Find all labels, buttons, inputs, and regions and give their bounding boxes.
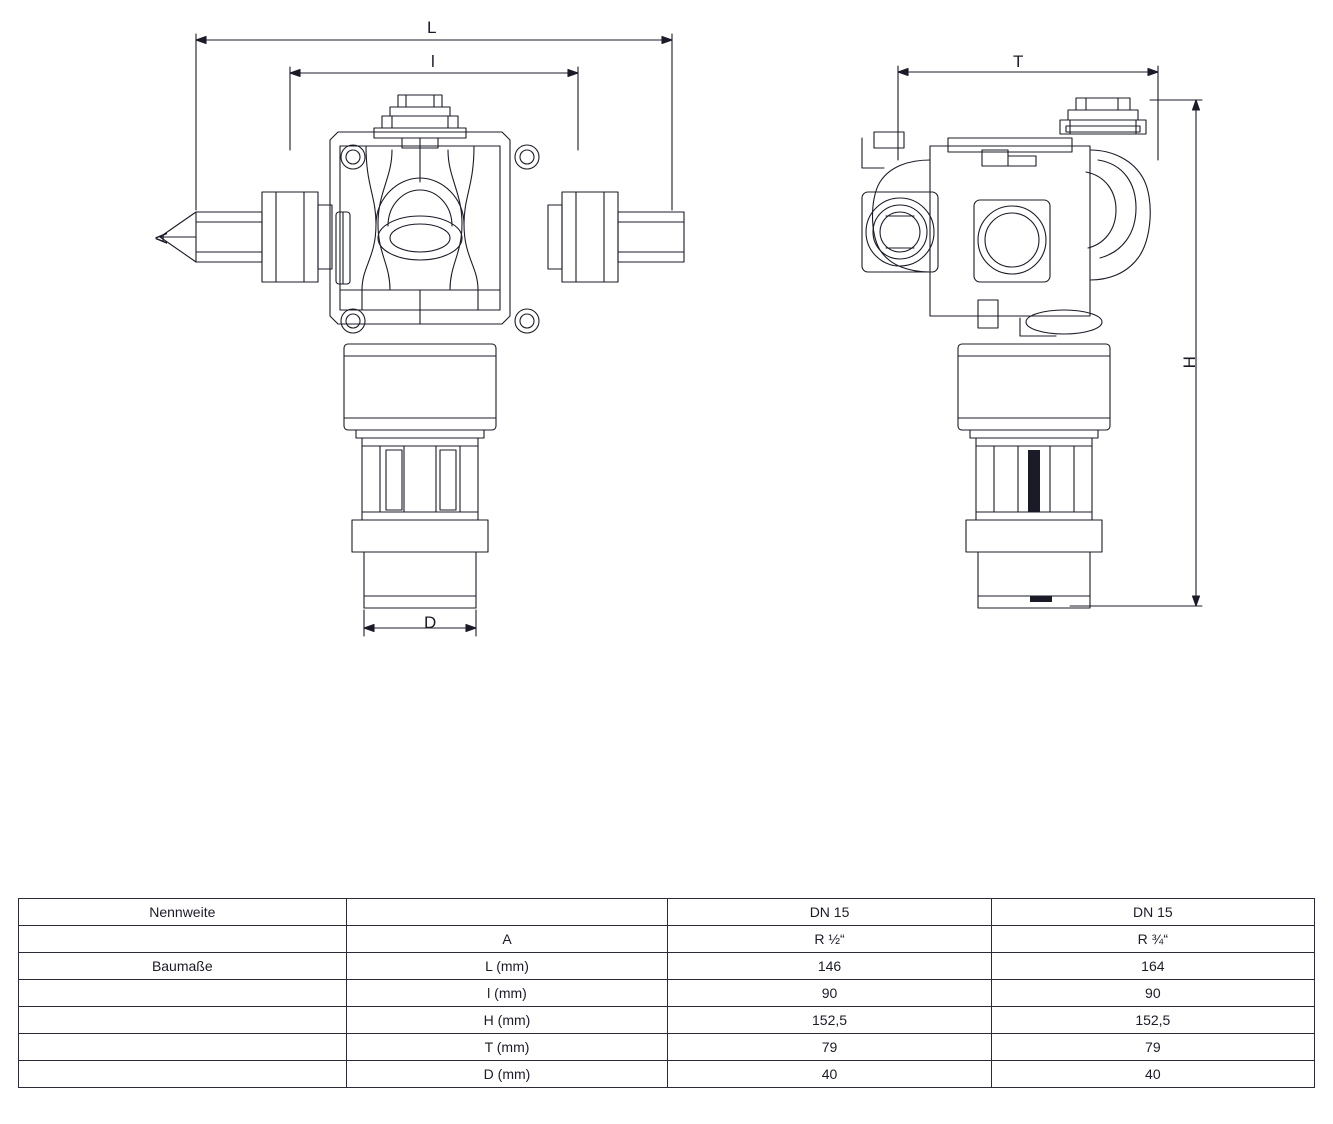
row-value-col1: 146 xyxy=(668,953,991,980)
dimension-label-l: l xyxy=(431,52,436,71)
row-label xyxy=(19,1034,347,1061)
row-value-col1: 90 xyxy=(668,980,991,1007)
row-value-col2: 164 xyxy=(991,953,1314,980)
dimension-label-H: H xyxy=(1180,355,1199,369)
row-label: Nennweite xyxy=(19,899,347,926)
row-label xyxy=(19,926,347,953)
row-value-col2: 40 xyxy=(991,1061,1314,1088)
row-param: H (mm) xyxy=(346,1007,668,1034)
row-value-col1: 152,5 xyxy=(668,1007,991,1034)
row-value-col1: DN 15 xyxy=(668,899,991,926)
table-row xyxy=(19,1061,1315,1088)
row-param: T (mm) xyxy=(346,1034,668,1061)
dimensions-table xyxy=(18,898,1315,1088)
row-value-col2: DN 15 xyxy=(991,899,1314,926)
row-label xyxy=(19,1061,347,1088)
row-label xyxy=(19,1007,347,1034)
row-value-col1: R ½“ xyxy=(668,926,991,953)
table-row xyxy=(19,980,1315,1007)
row-param: A xyxy=(346,926,668,953)
front-view xyxy=(160,34,684,636)
table-row xyxy=(19,926,1315,953)
dimension-label-D: D xyxy=(424,613,437,632)
row-label xyxy=(19,980,347,1007)
row-param: L (mm) xyxy=(346,953,668,980)
row-value-col2: 152,5 xyxy=(991,1007,1314,1034)
row-param: D (mm) xyxy=(346,1061,668,1088)
row-label: Baumaße xyxy=(19,953,347,980)
row-value-col2: R ¾“ xyxy=(991,926,1314,953)
table-row xyxy=(19,899,1315,926)
row-param xyxy=(346,899,668,926)
dimension-label-L: L xyxy=(427,18,437,37)
row-value-col2: 79 xyxy=(991,1034,1314,1061)
row-value-col1: 79 xyxy=(668,1034,991,1061)
side-view xyxy=(862,66,1202,608)
table-row xyxy=(19,953,1315,980)
row-value-col2: 90 xyxy=(991,980,1314,1007)
dimension-label-A: A xyxy=(152,232,171,244)
row-param: l (mm) xyxy=(346,980,668,1007)
dimension-label-T: T xyxy=(1013,52,1024,71)
table-row xyxy=(19,1007,1315,1034)
table-row xyxy=(19,1034,1315,1061)
row-value-col1: 40 xyxy=(668,1061,991,1088)
